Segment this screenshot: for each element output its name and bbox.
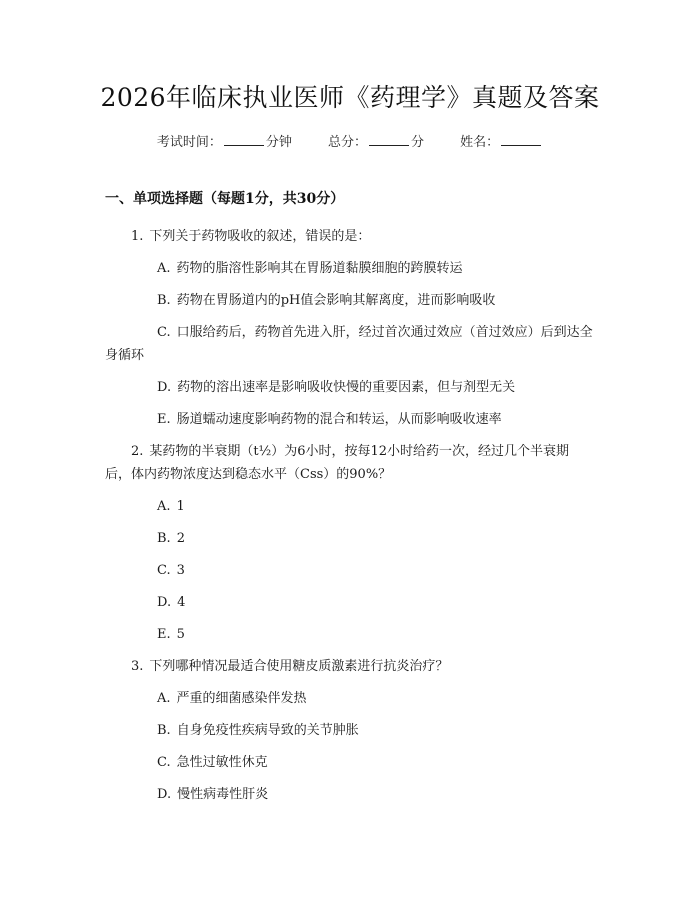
option-text: 2 (176, 531, 185, 546)
option-text: 严重的细菌感染伴发热 (176, 691, 307, 706)
option-text: 药物的脂溶性影响其在胃肠道黏膜细胞的跨膜转运 (176, 261, 463, 276)
exam-meta (0, 131, 700, 150)
option-letter: C. (157, 563, 171, 578)
option-letter: D. (157, 380, 172, 395)
option-text: 3 (176, 563, 185, 578)
option-letter: D. (157, 787, 172, 802)
option-letter: B. (157, 293, 171, 308)
option-text: 1 (176, 499, 185, 514)
student-name (460, 131, 543, 150)
option-letter: A. (157, 261, 171, 276)
question-1 (105, 225, 595, 248)
option-letter: B. (157, 531, 171, 546)
option-text: 急性过敏性休克 (176, 755, 268, 770)
section-title: 一、单项选择题（每题1分，共30分） (105, 191, 345, 207)
option-2b (105, 527, 595, 550)
total-score-unit: 分 (411, 135, 425, 150)
option-text: 4 (177, 595, 186, 610)
page-title: 2026年临床执业医师《药理学》真题及答案 (100, 83, 600, 112)
option-1d (105, 376, 595, 399)
question-text: 下列关于药物吸收的叙述，错误的是： (149, 229, 371, 244)
option-letter: C. (157, 755, 171, 770)
question-3 (105, 655, 595, 678)
option-text: 药物的溶出速率是影响吸收快慢的重要因素，但与剂型无关 (177, 380, 516, 395)
option-text: 药物在胃肠道内的pH值会影响其解离度，进而影响吸收 (176, 293, 496, 308)
option-1b (105, 289, 595, 312)
question-list (105, 225, 595, 815)
option-1c (105, 321, 595, 367)
option-3d (105, 783, 595, 806)
question-number: 2. (131, 444, 144, 459)
option-letter: D. (157, 595, 172, 610)
option-1e (105, 408, 595, 431)
total-score-label: 总分： (327, 135, 367, 150)
option-letter: A. (157, 691, 171, 706)
question-number: 1. (131, 229, 144, 244)
option-letter: E. (157, 627, 171, 642)
question-text: 下列哪种情况最适合使用糖皮质激素进行抗炎治疗？ (149, 659, 449, 674)
option-letter: E. (157, 412, 171, 427)
option-2d (105, 591, 595, 614)
question-2 (105, 440, 595, 486)
total-score-blank (369, 133, 409, 146)
option-text: 口服给药后，药物首先进入肝，经过首次通过效应（首过效应）后到达全身循环 (105, 325, 593, 363)
option-3c (105, 751, 595, 774)
exam-time-unit: 分钟 (265, 135, 292, 150)
exam-time-label: 考试时间： (156, 135, 222, 150)
option-letter: C. (157, 325, 171, 340)
question-text: 某药物的半衰期（t½）为6小时，按每12小时给药一次，经过几个半衰期后，体内药物浓度达到稳态水平（Css）的90%？ (105, 444, 570, 482)
option-3a (105, 687, 595, 710)
option-text: 慢性病毒性肝炎 (177, 787, 269, 802)
exam-time (157, 131, 292, 150)
option-letter: B. (157, 723, 171, 738)
option-2e (105, 623, 595, 646)
option-2a (105, 495, 595, 518)
option-1a (105, 257, 595, 280)
option-text: 自身免疫性疾病导致的关节肿胀 (176, 723, 359, 738)
exam-time-blank (224, 133, 264, 146)
total-score (328, 131, 424, 150)
option-text: 5 (176, 627, 185, 642)
student-name-label: 姓名： (460, 135, 500, 150)
option-letter: A. (157, 499, 171, 514)
option-3b (105, 719, 595, 742)
student-name-blank (501, 133, 541, 146)
question-number: 3. (131, 659, 144, 674)
option-2c (105, 559, 595, 582)
option-text: 肠道蠕动速度影响药物的混合和转运，从而影响吸收速率 (176, 412, 502, 427)
